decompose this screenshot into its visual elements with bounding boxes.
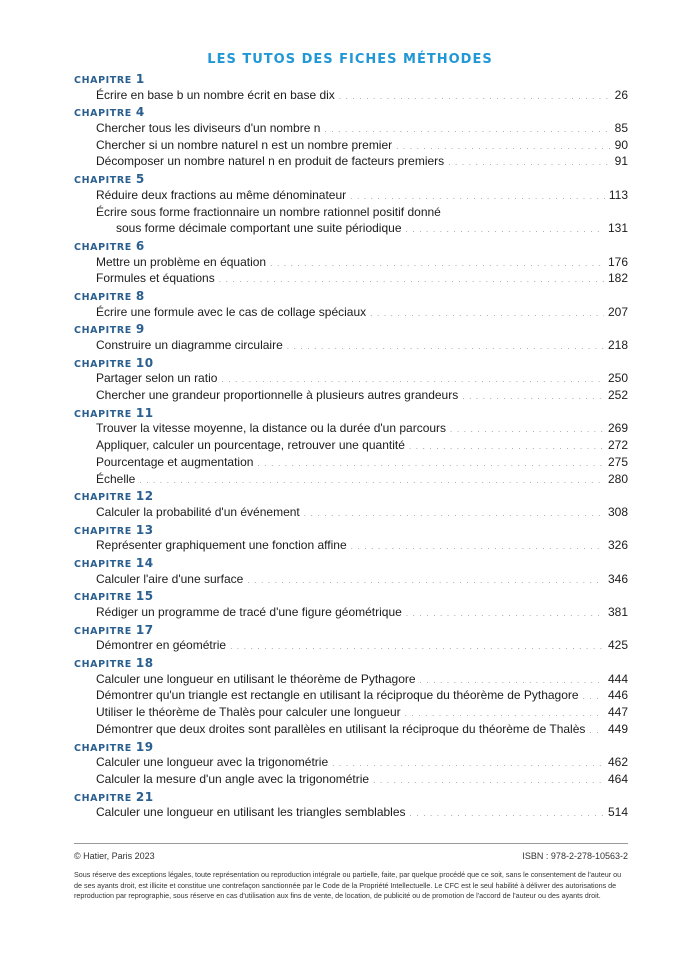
toc-entry[interactable] [74, 120, 628, 137]
toc-entry[interactable] [74, 604, 628, 621]
toc-entry[interactable] [74, 704, 628, 721]
toc-page-number: 464 [607, 771, 628, 786]
page-title: LES TUTOS DES FICHES MÉTHODES [207, 52, 493, 67]
isbn: ISBN : 978-2-278-10563-2 [522, 851, 628, 861]
toc-entry-title: Calculer une longueur avec la trigonométrie [96, 755, 329, 770]
toc-entry[interactable] [74, 370, 628, 387]
toc-page-number: 269 [607, 421, 628, 436]
toc-page-number: 91 [614, 154, 628, 169]
toc-entry-title: Calculer la mesure d'un angle avec la trigonométrie [96, 771, 370, 786]
dot-leader [332, 756, 604, 773]
chapter-number: 13 [135, 522, 154, 537]
chapter-number: 1 [135, 72, 145, 86]
toc-entry-title: Formules et équations [96, 271, 215, 286]
toc-entry-title: Représenter graphiquement une fonction affine [96, 538, 347, 553]
dot-leader [462, 389, 604, 406]
toc-page-number: 425 [607, 638, 628, 653]
toc-entry-title: Décomposer un nombre naturel n en produit de facteurs premiers [96, 154, 445, 169]
dot-leader [247, 573, 604, 590]
dot-leader [287, 339, 604, 356]
toc-page-number: 346 [607, 571, 628, 586]
chapter-heading [74, 621, 628, 638]
chapter-heading [74, 103, 628, 120]
dot-leader [257, 456, 604, 473]
toc-entry-continuation[interactable] [74, 220, 628, 237]
toc-entry-title: Mettre un problème en équation [96, 254, 267, 269]
toc-entry[interactable] [74, 420, 628, 437]
chapter-label: CHAPITRE [74, 175, 132, 187]
dot-leader [450, 422, 604, 439]
chapter-label: CHAPITRE [74, 75, 132, 86]
toc-entry[interactable] [74, 687, 628, 704]
chapter-number: 12 [135, 489, 154, 504]
toc-entry-title: Réduire deux fractions au même dénominateur [96, 187, 347, 202]
chapter-number: 4 [135, 105, 145, 120]
chapter-number: 19 [135, 739, 154, 754]
toc-page-number: 447 [607, 705, 628, 720]
toc-page-number: 90 [614, 137, 628, 152]
toc-page-number: 272 [607, 438, 628, 453]
chapter-label: CHAPITRE [74, 742, 132, 754]
toc-entry[interactable] [74, 671, 628, 688]
chapter-label: CHAPITRE [74, 792, 132, 804]
toc-page-number: 514 [607, 805, 628, 820]
toc-entry-title: Démontrer qu'un triangle est rectangle en utilisant la réciproque du théorème de Pythagore [96, 688, 579, 703]
toc-entry[interactable] [74, 504, 628, 521]
dot-leader [406, 606, 604, 623]
toc-page-number: 275 [607, 454, 628, 469]
dot-leader [370, 306, 604, 323]
toc-entry[interactable] [74, 771, 628, 788]
toc-entry[interactable] [74, 337, 628, 354]
dot-leader [339, 89, 611, 106]
chapter-label: CHAPITRE [74, 408, 132, 420]
chapter-heading [74, 654, 628, 671]
toc-entry[interactable] [74, 187, 628, 204]
toc-entry[interactable] [74, 637, 628, 654]
table-of-contents [74, 70, 628, 821]
copyright: © Hatier, Paris 2023 [74, 851, 155, 861]
toc-page-number: 449 [607, 721, 628, 736]
toc-entry-title: Échelle [96, 471, 136, 486]
toc-page-number: 326 [607, 538, 628, 553]
toc-entry[interactable] [74, 204, 628, 221]
toc-page-number: 462 [607, 755, 628, 770]
chapter-number: 14 [135, 555, 154, 570]
chapter-heading [74, 788, 628, 805]
chapter-heading [74, 287, 628, 304]
toc-entry[interactable] [74, 270, 628, 287]
dot-leader [410, 806, 604, 823]
chapter-heading [74, 554, 628, 571]
toc-page-number: 26 [614, 87, 628, 102]
toc-entry[interactable] [74, 471, 628, 488]
toc-page-number: 444 [607, 671, 628, 686]
chapter-heading [74, 487, 628, 504]
toc-page-number: 308 [607, 504, 628, 519]
toc-page-number: 176 [607, 254, 628, 269]
dot-leader [351, 539, 604, 556]
chapter-label: CHAPITRE [74, 625, 132, 637]
chapter-heading [74, 521, 628, 538]
chapter-number: 15 [135, 589, 154, 604]
chapter-number: 8 [135, 288, 145, 303]
chapter-number: 10 [135, 355, 154, 370]
dot-leader [230, 639, 604, 656]
toc-entry[interactable] [74, 721, 628, 738]
toc-entry-title: Démontrer en géométrie [96, 638, 227, 653]
toc-entry-title: Utiliser le théorème de Thalès pour calculer une longueur [96, 705, 401, 720]
chapter-heading [74, 404, 628, 421]
chapter-number: 17 [135, 622, 154, 637]
dot-leader [409, 439, 604, 456]
chapter-heading [74, 587, 628, 604]
toc-entry-title: Calculer une longueur en utilisant le théorème de Pythagore [96, 671, 416, 686]
chapter-label: CHAPITRE [74, 492, 132, 504]
toc-entry-title: Rédiger un programme de tracé d'une figure géométrique [96, 605, 402, 619]
chapter-heading [74, 70, 628, 87]
toc-page-number: 131 [607, 221, 628, 236]
toc-entry[interactable] [74, 254, 628, 271]
chapter-heading [74, 170, 628, 187]
chapter-heading [74, 354, 628, 371]
chapter-label: CHAPITRE [74, 592, 132, 604]
dot-leader [270, 256, 604, 273]
chapter-number: 9 [135, 322, 145, 337]
dot-leader [589, 723, 604, 740]
toc-entry-title: Construire un diagramme circulaire [96, 338, 283, 352]
chapter-label: CHAPITRE [74, 525, 132, 537]
toc-entry-title: Calculer la probabilité d'un événement [96, 504, 300, 519]
toc-entry-title: Chercher une grandeur proportionnelle à plusieurs autres grandeurs [96, 388, 459, 403]
dot-leader [583, 689, 604, 706]
chapter-number: 18 [135, 656, 154, 671]
dot-leader [448, 155, 610, 172]
legal-notice: Sous réserve des exceptions légales, toute représentation ou reproduction intégrale ou partielle, faite, par quelque procédé que ce soit, sans le consentement de l'auteur ou de ses ayants droit, est illicite et constitue une contrefaçon sanctionnée par le Code de la Propriété Intellectuelle. Le CFC est le seul habilité à délivrer des autorisations de reproduction par reprographie, sous réserve en cas d'utilisation aux fins de vente, de location, de publicité ou de promotion de l'accord de l'auteur ou des ayants droit. [74, 870, 622, 900]
chapter-number: 21 [135, 789, 154, 804]
toc-entry[interactable] [74, 87, 628, 104]
toc-entry-title: Calculer une longueur en utilisant les triangles semblables [96, 805, 406, 820]
toc-entry-title: Calculer l'aire d'une surface [96, 571, 244, 586]
toc-entry-title: Chercher tous les diviseurs d'un nombre n [96, 121, 321, 136]
dot-leader [139, 473, 604, 490]
toc-entry[interactable] [74, 537, 628, 554]
footer-divider [74, 843, 628, 844]
toc-page-number: 250 [607, 371, 628, 386]
toc-entry-title: Appliquer, calculer un pourcentage, retrouver une quantité [96, 438, 405, 453]
toc-page-number: 381 [607, 605, 628, 619]
toc-page-number: 280 [607, 471, 628, 486]
dot-leader [304, 506, 604, 523]
footer-meta [74, 851, 628, 861]
toc-entry-title: Partager selon un ratio [96, 371, 218, 386]
chapter-heading [74, 320, 628, 337]
toc-entry-title: Trouver la vitesse moyenne, la distance ou la durée d'un parcours [96, 421, 447, 436]
toc-entry-title: Démontrer que deux droites sont parallèles en utilisant la réciproque du théorème de Thalès [96, 721, 586, 736]
toc-entry-title-cont: sous forme décimale comportant une suite périodique [116, 221, 402, 236]
toc-entry-title: Écrire sous forme fractionnaire un nombre rationnel positif donné [96, 204, 441, 219]
toc-entry[interactable] [74, 754, 628, 771]
toc-entry[interactable] [74, 387, 628, 404]
chapter-label: CHAPITRE [74, 241, 132, 253]
chapter-number: 11 [135, 405, 154, 420]
toc-entry[interactable] [74, 804, 628, 821]
chapter-label: CHAPITRE [74, 558, 132, 570]
chapter-label: CHAPITRE [74, 291, 132, 303]
toc-entry[interactable] [74, 571, 628, 588]
dot-leader [219, 272, 604, 289]
chapter-label: CHAPITRE [74, 108, 132, 120]
toc-entry[interactable] [74, 454, 628, 471]
toc-entry[interactable] [74, 153, 628, 170]
toc-entry-title: Pourcentage et augmentation [96, 454, 254, 469]
toc-entry[interactable] [74, 437, 628, 454]
chapter-heading [74, 237, 628, 254]
toc-page-number: 207 [607, 304, 628, 319]
chapter-label: CHAPITRE [74, 659, 132, 671]
chapter-heading [74, 738, 628, 755]
toc-page-number: 446 [607, 688, 628, 703]
toc-page-number: 252 [607, 388, 628, 403]
dot-leader [373, 773, 604, 790]
toc-page-number: 85 [614, 121, 628, 136]
chapter-label: CHAPITRE [74, 325, 132, 337]
chapter-number: 6 [135, 238, 145, 253]
chapter-label: CHAPITRE [74, 358, 132, 370]
dot-leader [406, 222, 604, 239]
toc-entry-title: Écrire en base b un nombre écrit en base dix [96, 87, 335, 102]
toc-entry[interactable] [74, 304, 628, 321]
toc-entry-title: Écrire une formule avec le cas de collage spéciaux [96, 304, 367, 319]
toc-page-number: 182 [607, 271, 628, 286]
toc-entry[interactable] [74, 137, 628, 154]
toc-page-number: 218 [607, 338, 628, 352]
chapter-number: 5 [135, 172, 145, 187]
toc-page-number: 113 [608, 187, 628, 202]
toc-entry-title: Chercher si un nombre naturel n est un nombre premier [96, 137, 393, 152]
